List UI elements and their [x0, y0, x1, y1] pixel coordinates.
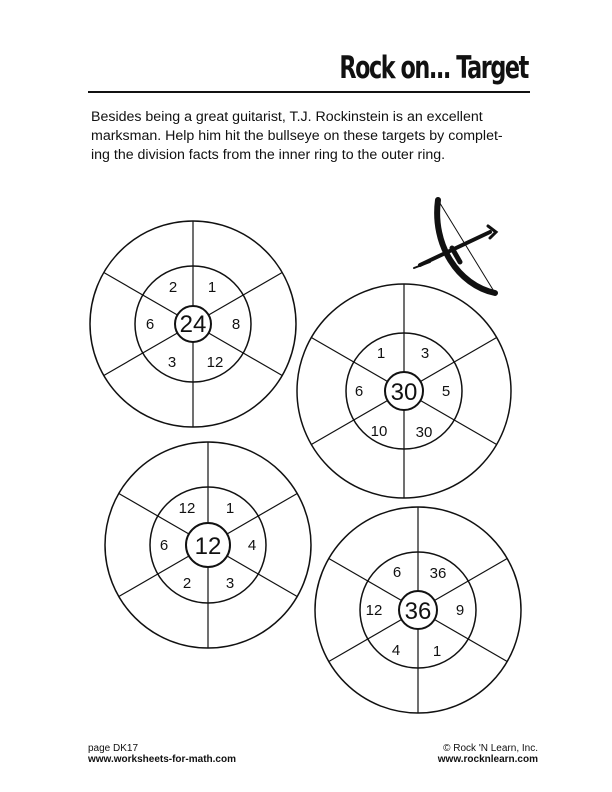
bullseye-number: 30 — [390, 379, 418, 406]
inner-number: 12 — [178, 500, 196, 517]
inner-number: 2 — [168, 279, 178, 296]
inner-number: 6 — [392, 564, 402, 581]
bullseye-number: 36 — [404, 598, 432, 625]
inner-number: 10 — [370, 423, 388, 440]
instructions-line: marksman. Help him hit the bullseye on these targets by complet- — [91, 128, 503, 144]
inner-number: 6 — [159, 537, 169, 554]
target-spoke — [329, 620, 402, 662]
inner-number: 30 — [415, 424, 433, 441]
inner-number: 36 — [429, 565, 447, 582]
target-spoke — [420, 338, 496, 382]
website-link[interactable]: www.worksheets-for-math.com — [88, 754, 236, 765]
inner-number: 9 — [455, 602, 465, 619]
footer-left — [88, 743, 236, 765]
bullseye-number: 24 — [179, 311, 207, 338]
target-spoke — [227, 494, 297, 535]
page-title: Rock on... Target — [339, 50, 528, 86]
page-number: page DK17 — [88, 743, 139, 754]
inner-number: 4 — [247, 537, 257, 554]
inner-number: 1 — [225, 500, 235, 517]
inner-number: 12 — [206, 354, 224, 371]
copyright: © Rock 'N Learn, Inc. — [443, 743, 538, 754]
inner-number: 3 — [167, 354, 177, 371]
inner-number: 2 — [182, 575, 192, 592]
crossbow-icon — [414, 200, 496, 293]
website-link[interactable]: www.rocknlearn.com — [437, 754, 538, 765]
instructions-line: ing the division facts from the inner ring to the outer ring. — [91, 147, 446, 163]
inner-number: 3 — [225, 575, 235, 592]
inner-number: 12 — [365, 602, 383, 619]
target-spoke — [434, 620, 507, 662]
target-spoke — [209, 273, 283, 316]
target-1 — [90, 221, 296, 427]
inner-number: 5 — [441, 383, 451, 400]
target-spoke — [104, 333, 178, 376]
target-spoke — [329, 559, 402, 601]
target-spoke — [104, 273, 178, 316]
instructions-line: Besides being a great guitarist, T.J. Rockinstein is an excellent — [91, 109, 483, 125]
inner-number: 6 — [354, 383, 364, 400]
target-4 — [315, 507, 521, 713]
target-3 — [105, 442, 311, 648]
inner-number: 6 — [145, 316, 155, 333]
inner-number: 4 — [391, 642, 401, 659]
inner-number: 3 — [420, 345, 430, 362]
inner-number: 1 — [207, 279, 217, 296]
target-spoke — [119, 556, 192, 597]
inner-number: 8 — [231, 316, 241, 333]
bullseye-number: 12 — [194, 533, 222, 560]
inner-number: 1 — [376, 345, 386, 362]
inner-number: 1 — [432, 643, 442, 660]
target-spoke — [227, 556, 297, 597]
footer-right — [438, 743, 538, 765]
target-2 — [297, 284, 511, 498]
